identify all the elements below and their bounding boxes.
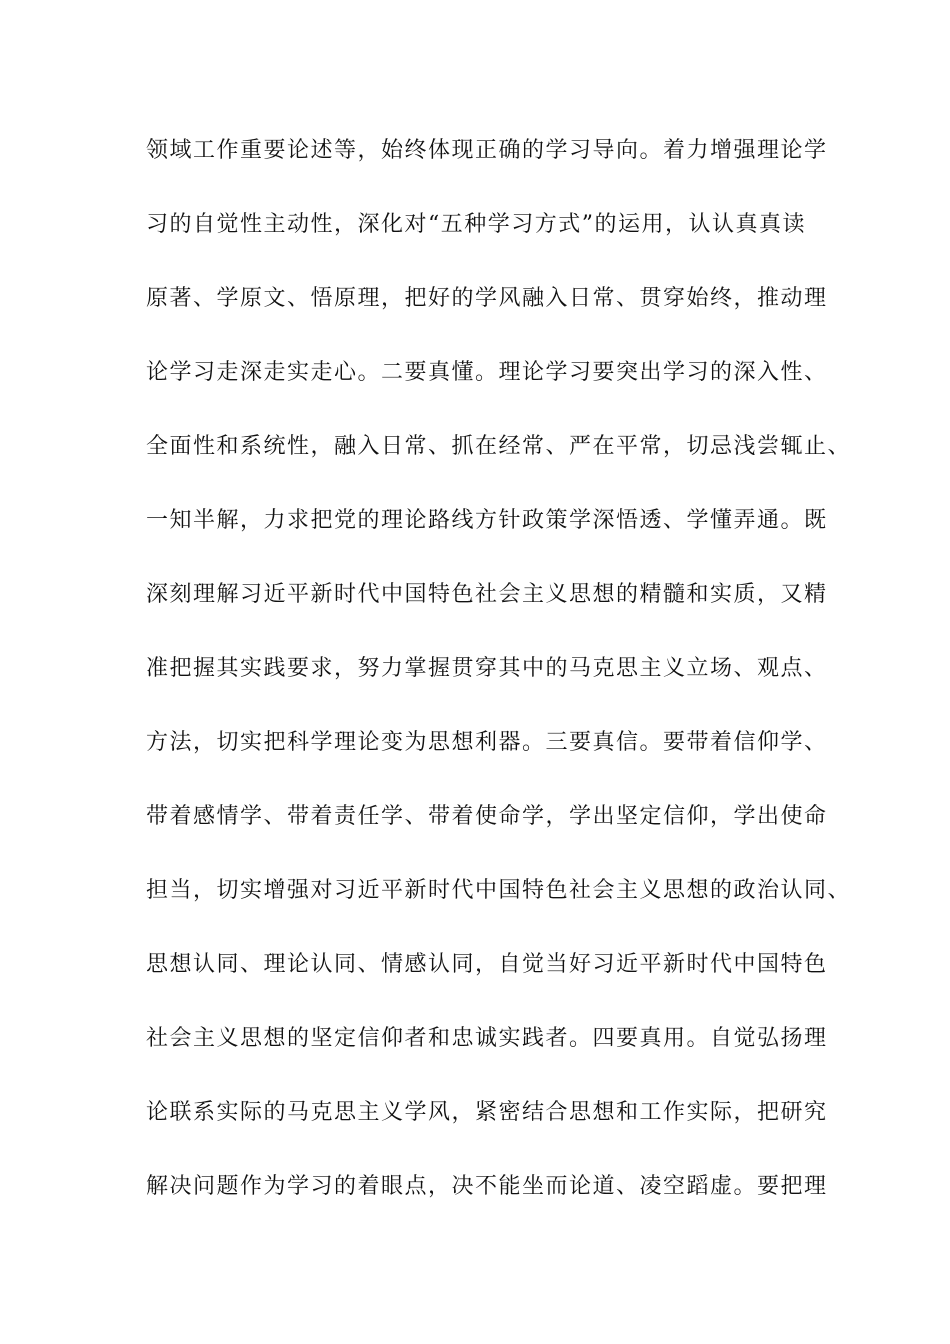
text-line: 担当，切实增强对习近平新时代中国特色社会主义思想的政治认同、 — [146, 878, 852, 903]
text-line: 领域工作重要论述等，始终体现正确的学习导向。着力增强理论学 — [146, 138, 828, 163]
text-line: 解决问题作为学习的着眼点，决不能坐而论道、凌空蹈虚。要把理 — [146, 1174, 828, 1199]
text-line: 论联系实际的马克思主义学风，紧密结合思想和工作实际，把研究 — [146, 1100, 828, 1125]
text-line: 社会主义思想的坚定信仰者和忠诚实践者。四要真用。自觉弘扬理 — [146, 1026, 828, 1051]
text-line: 准把握其实践要求，努力掌握贯穿其中的马克思主义立场、观点、 — [146, 656, 828, 681]
text-line: 思想认同、理论认同、情感认同，自觉当好习近平新时代中国特色 — [146, 952, 828, 977]
text-line: 一知半解，力求把党的理论路线方针政策学深悟透、学懂弄通。既 — [146, 508, 828, 533]
text-line: 深刻理解习近平新时代中国特色社会主义思想的精髓和实质，又精 — [146, 582, 828, 607]
text-line: 习的自觉性主动性，深化对“五种学习方式”的运用，认认真真读 — [146, 212, 806, 237]
text-line: 全面性和系统性，融入日常、抓在经常、严在平常，切忌浅尝辄止、 — [146, 434, 852, 459]
body-text — [146, 126, 852, 1236]
text-line: 方法，切实把科学理论变为思想利器。三要真信。要带着信仰学、 — [146, 730, 828, 755]
text-line: 论学习走深走实走心。二要真懂。理论学习要突出学习的深入性、 — [146, 360, 828, 385]
text-line: 原著、学原文、悟原理，把好的学风融入日常、贯穿始终，推动理 — [146, 286, 828, 311]
text-line: 带着感情学、带着责任学、带着使命学，学出坚定信仰，学出使命 — [146, 804, 828, 829]
